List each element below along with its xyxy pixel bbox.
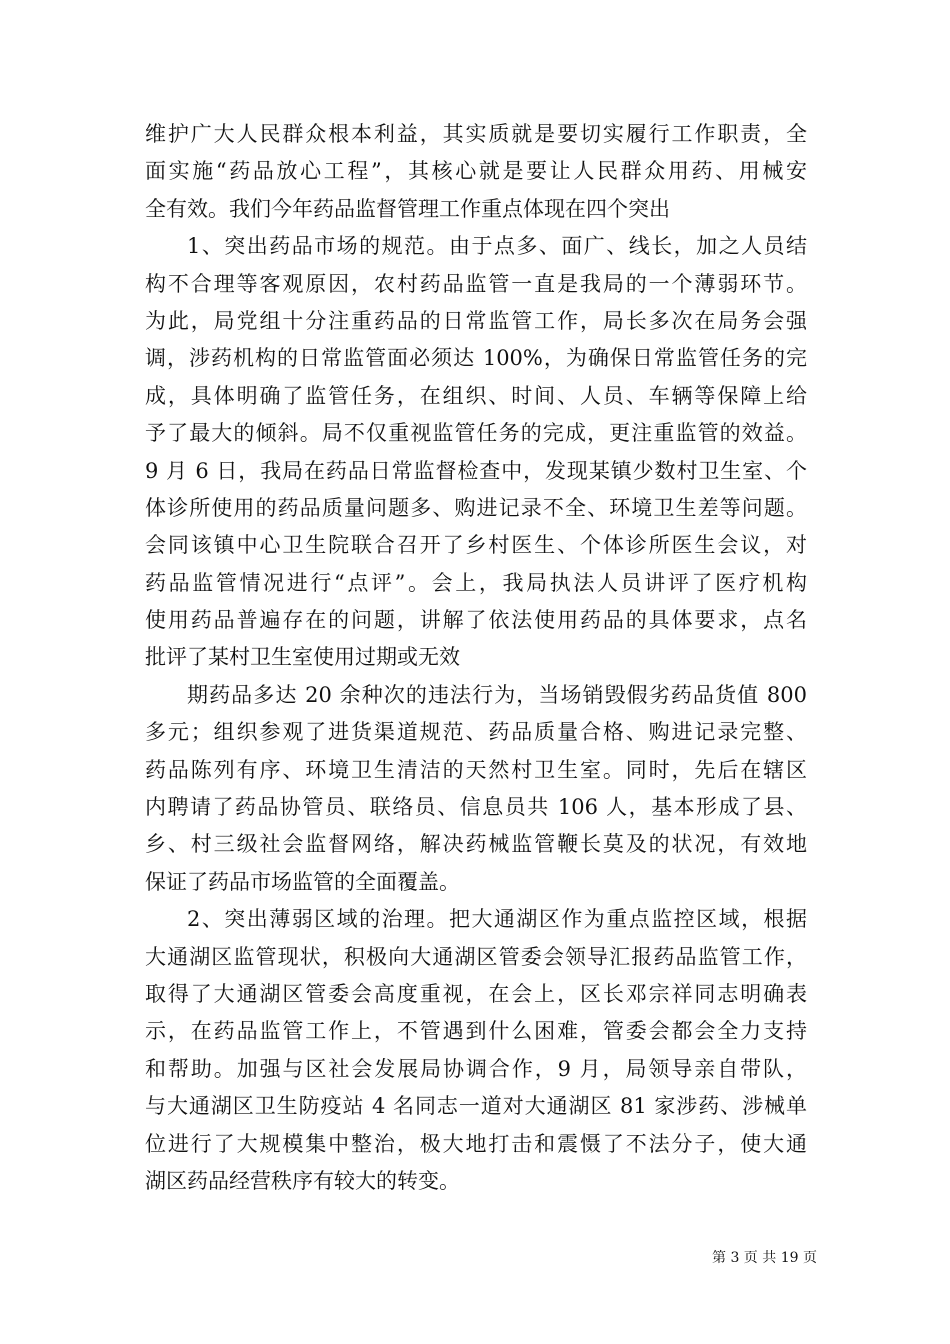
body-line: 予了最大的倾斜。局不仅重视监管任务的完成，更注重监管的效益。: [145, 421, 807, 446]
body-line: 全有效。我们今年药品监督管理工作重点体现在四个突出: [145, 196, 670, 221]
body-line: 使用药品普遍存在的问题，讲解了依法使用药品的具体要求，点名: [145, 608, 807, 633]
body-line: 为此，局党组十分注重药品的日常监管工作，局长多次在局务会强: [145, 308, 807, 333]
body-line: 取得了大通湖区管委会高度重视，在会上，区长邓宗祥同志明确表: [145, 981, 807, 1006]
body-line: 与大通湖区卫生防疫站 4 名同志一道对大通湖区 81 家涉药、涉械单: [145, 1094, 807, 1119]
body-line: 维护广大人民群众根本利益，其实质就是要切实履行工作职责，全: [145, 122, 807, 146]
body-line: 批评了某村卫生室使用过期或无效: [145, 645, 460, 670]
body-line: 大通湖区监管现状，积极向大通湖区管委会领导汇报药品监管工作，: [145, 944, 807, 969]
body-line: 药品陈列有序、环境卫生清洁的天然村卫生室。同时，先后在辖区: [145, 757, 807, 782]
body-line: 9 月 6 日，我局在药品日常监督检查中，发现某镇少数村卫生室、个: [145, 458, 807, 483]
body-line: 2、突出薄弱区域的治理。把大通湖区作为重点监控区域，根据: [187, 907, 807, 932]
body-line: 调，涉药机构的日常监管面必须达 100%，为确保日常监管任务的完: [145, 346, 807, 371]
body-line: 和帮助。加强与区社会发展局协调合作，9 月，局领导亲自带队，: [145, 1056, 807, 1081]
body-line: 体诊所使用的药品质量问题多、购进记录不全、环境卫生差等问题。: [145, 495, 807, 520]
body-line: 内聘请了药品协管员、联络员、信息员共 106 人，基本形成了县、: [145, 795, 807, 820]
body-line: 面实施“药品放心工程”，其核心就是要让人民群众用药、用械安: [145, 159, 807, 184]
body-line: 期药品多达 20 余种次的违法行为，当场销毁假劣药品货值 800: [187, 682, 807, 707]
body-line: 示，在药品监管工作上，不管遇到什么困难，管委会都会全力支持: [145, 1019, 807, 1044]
body-line: 湖区药品经营秩序有较大的转变。: [145, 1168, 460, 1193]
body-line: 1、突出药品市场的规范。由于点多、面广、线长，加之人员结: [187, 234, 807, 259]
body-line: 药品监管情况进行“点评”。会上，我局执法人员讲评了医疗机构: [145, 570, 807, 595]
body-line: 会同该镇中心卫生院联合召开了乡村医生、个体诊所医生会议，对: [145, 533, 807, 558]
document-body: [145, 116, 807, 1200]
page-number: 第 3 页 共 19 页: [712, 1250, 817, 1266]
body-line: 成，具体明确了监管任务，在组织、时间、人员、车辆等保障上给: [145, 383, 807, 408]
body-line: 多元；组织参观了进货渠道规范、药品质量合格、购进记录完整、: [145, 720, 807, 745]
body-line: 构不合理等客观原因，农村药品监管一直是我局的一个薄弱环节。: [145, 271, 807, 296]
body-line: 乡、村三级社会监督网络，解决药械监管鞭长莫及的状况，有效地: [145, 832, 807, 857]
body-line: 位进行了大规模集中整治，极大地打击和震慑了不法分子，使大通: [145, 1131, 807, 1156]
body-line: 保证了药品市场监管的全面覆盖。: [145, 869, 460, 894]
